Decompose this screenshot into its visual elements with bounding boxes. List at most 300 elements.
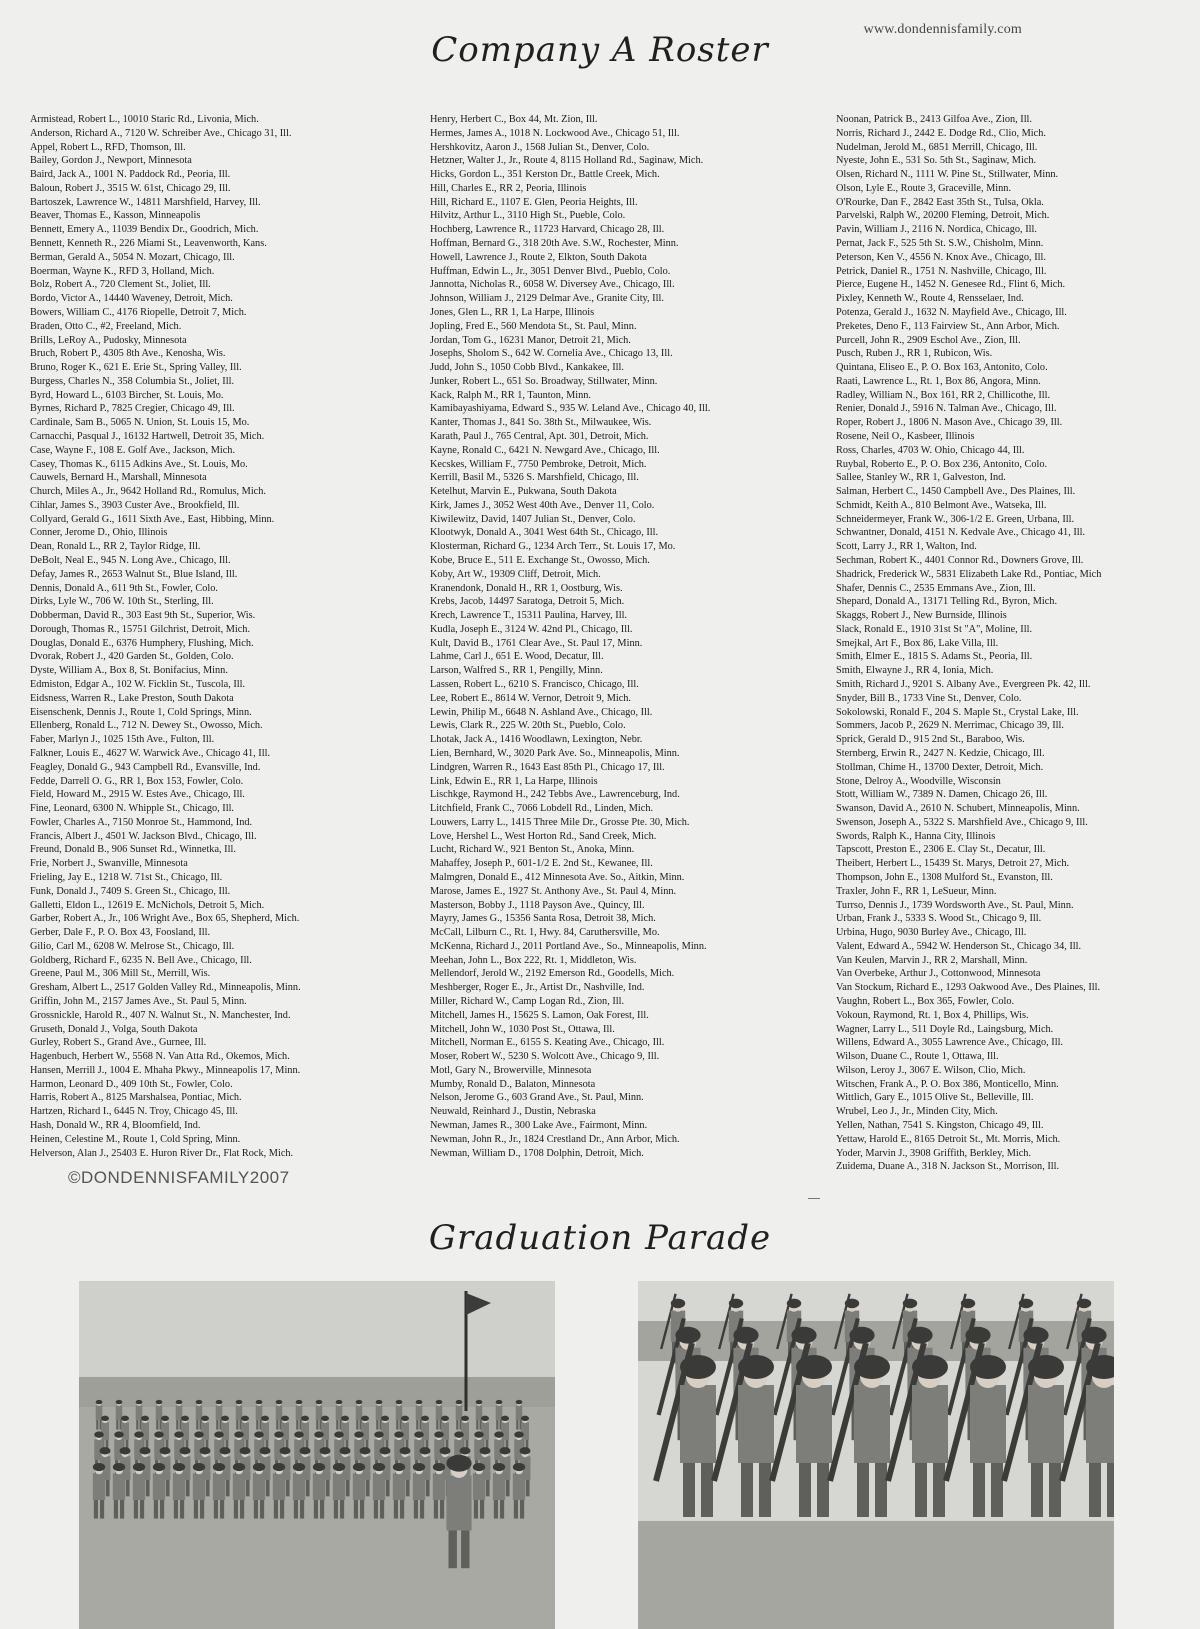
soldier-helmet	[300, 1447, 311, 1454]
soldier-helmet	[476, 1400, 483, 1404]
soldier-helmet	[481, 1416, 489, 1421]
soldier-leg	[116, 1420, 118, 1430]
roster-entry: Masterson, Bobby J., 1118 Payson Ave., Quincy, Ill.	[430, 899, 645, 911]
roster-entry: Dirks, Lyle W., 706 W. 10th St., Sterling, Ill.	[30, 596, 214, 608]
soldier-helmet	[353, 1463, 365, 1471]
soldier-helmet	[314, 1431, 323, 1437]
soldier-helmet	[256, 1400, 263, 1404]
roster-entry: Berman, Gerald A., 5054 N. Mozart, Chicago, Ill.	[30, 251, 235, 263]
soldier-helmet	[293, 1463, 305, 1471]
soldier-leg	[96, 1420, 98, 1430]
roster-entry: Peterson, Ken V., 4556 N. Knox Ave., Chicago, Ill.	[836, 251, 1046, 263]
soldier-helmet	[436, 1400, 443, 1404]
soldier-helmet	[296, 1400, 303, 1404]
roster-entry: Junker, Robert L., 651 So. Broadway, Stillwater, Minn.	[430, 375, 658, 387]
soldier-helmet	[161, 1416, 169, 1421]
roster-entry: Marose, James E., 1927 St. Anthony Ave., St. Paul 4, Minn.	[430, 885, 677, 897]
soldier-helmet	[181, 1416, 189, 1421]
soldier-helmet	[260, 1447, 271, 1454]
roster-title: Company A Roster	[431, 30, 769, 70]
soldier-helmet	[154, 1431, 163, 1437]
soldier-helmet	[116, 1400, 123, 1404]
soldier-leg	[114, 1500, 118, 1519]
roster-entry: Anderson, Richard A., 7120 W. Schreiber Ave., Chicago 31, Ill.	[30, 127, 292, 139]
roster-entry: Roper, Robert J., 1806 N. Mason Ave., Chicago 39, Ill.	[836, 417, 1063, 429]
soldier-body	[521, 1422, 529, 1439]
soldier-helmet	[280, 1447, 291, 1454]
roster-entry: Pusch, Ruben J., RR 1, Rubicon, Wis.	[836, 348, 993, 360]
soldier-helmet	[96, 1400, 103, 1404]
roster-entry: Falkner, Louis E., 4627 W. Warwick Ave., Chicago 41, Ill.	[30, 747, 271, 759]
roster-entry: Boerman, Wayne K., RFD 3, Holland, Mich.	[30, 265, 215, 277]
soldier-leg	[146, 1480, 150, 1496]
soldier-helmet	[373, 1463, 385, 1471]
soldier-body	[161, 1422, 169, 1439]
roster-entry: Valent, Edward A., 5942 W. Henderson St., Chicago 34, Ill.	[836, 940, 1082, 952]
soldier-leg	[334, 1500, 338, 1519]
roster-entry: Larson, Walfred S., RR 1, Pengilly, Minn.	[430, 665, 603, 677]
roster-entry: Traxler, John F., RR 1, LeSueur, Minn.	[836, 885, 997, 897]
roster-entry: Swanson, David A., 2610 N. Schubert, Minneapolis, Minn.	[836, 803, 1080, 815]
soldier-helmet	[276, 1400, 283, 1404]
roster-entry: Helverson, Alan J., 25403 E. Huron River Dr., Flat Rock, Mich.	[30, 1147, 294, 1159]
roster-entry: Ketelhut, Marvin E., Pukwana, South Dakota	[430, 486, 617, 498]
parade-photo-right-image	[638, 1281, 1114, 1629]
soldier-helmet	[401, 1416, 409, 1421]
roster-entry: Carnacchi, Pasqual J., 16132 Hartwell, Detroit 35, Mich.	[30, 430, 265, 442]
roster-entry: Lewin, Philip M., 6648 N. Ashland Ave., Chicago, Ill.	[430, 706, 653, 718]
soldier-leg	[166, 1480, 170, 1496]
roster-entry: Wilson, Duane C., Route 1, Ottawa, Ill.	[836, 1051, 999, 1063]
soldier-leg	[160, 1500, 164, 1519]
soldier-leg	[320, 1500, 324, 1519]
roster-entry: Dennis, Donald A., 611 9th St., Fowler, Colo.	[30, 582, 218, 594]
roster-entry: Lahme, Carl J., 651 E. Wood, Decatur, Ill.	[430, 651, 604, 663]
roster-entry: Baloun, Robert J., 3515 W. 61st, Chicago 29, Ill.	[30, 182, 231, 194]
soldier-leg	[386, 1480, 390, 1496]
soldier-body	[421, 1422, 429, 1439]
soldier-helmet	[854, 1355, 890, 1379]
roster-entry: Gresham, Albert L., 2517 Golden Valley Rd., Minneapolis, Minn.	[30, 982, 301, 994]
soldier-helmet	[434, 1431, 443, 1437]
soldier-body	[970, 1385, 1006, 1463]
soldier-body	[1086, 1385, 1114, 1463]
roster-entry: Smejkal, Art F., Box 86, Lake Villa, Ill.	[836, 637, 999, 649]
roster-entry: Raati, Lawrence L., Rt. 1, Box 86, Angora, Minn.	[836, 375, 1041, 387]
soldier-helmet	[334, 1431, 343, 1437]
soldier-helmet	[1019, 1299, 1033, 1309]
roster-entry: Mahaffey, Joseph P., 601-1/2 E. 2nd St., Kewanee, Ill.	[430, 858, 653, 870]
roster-entry: Dvorak, Robert J., 420 Garden St., Golden, Colo.	[30, 651, 234, 663]
roster-entry: Kirk, James J., 3052 West 40th Ave., Denver 11, Colo.	[430, 499, 655, 511]
soldier-leg	[380, 1500, 384, 1519]
soldier-leg	[254, 1500, 258, 1519]
roster-entry: Cauwels, Bernard H., Marshall, Minnesota	[30, 472, 207, 484]
soldier-helmet	[234, 1431, 243, 1437]
roster-entry: Howell, Lawrence J., Route 2, Elkton, South Dakota	[430, 251, 647, 263]
soldier-helmet	[845, 1299, 859, 1309]
roster-entry: Norris, Richard J., 2442 E. Dodge Rd., Clio, Mich.	[836, 127, 1046, 139]
soldier-body	[173, 1473, 185, 1500]
soldier-leg	[174, 1500, 178, 1519]
roster-entry: Hoffman, Bernard G., 318 20th Ave. S.W., Rochester, Minn.	[430, 238, 679, 250]
soldier-helmet	[160, 1447, 171, 1454]
soldier-body	[796, 1385, 832, 1463]
soldier-leg	[276, 1420, 278, 1430]
roster-entry: Appel, Robert L., RFD, Thomson, Ill.	[30, 141, 186, 153]
soldier-helmet	[236, 1400, 243, 1404]
soldier-leg	[354, 1500, 358, 1519]
roster-entry: Lindgren, Warren R., 1643 East 85th Pl., Chicago 17, Ill.	[430, 761, 665, 773]
soldier-helmet	[360, 1447, 371, 1454]
roster-entry: Mitchell, James H., 15625 S. Lamon, Oak Forest, Ill.	[430, 1009, 649, 1021]
soldier-leg	[340, 1500, 344, 1519]
roster-entry: Grossnickle, Harold R., 407 N. Walnut St., N. Manchester, Ind.	[30, 1009, 291, 1021]
roster-entry: Bennett, Emery A., 11039 Bendix Dr., Goodrich, Mich.	[30, 224, 259, 236]
soldier-body	[854, 1385, 890, 1463]
soldier-leg	[915, 1463, 927, 1517]
soldier-helmet	[380, 1447, 391, 1454]
roster-entry: Douglas, Donald E., 6376 Humphery, Flushing, Mich.	[30, 637, 254, 649]
soldier-leg	[701, 1463, 713, 1517]
soldier-helmet	[341, 1416, 349, 1421]
soldier-leg	[206, 1480, 210, 1496]
soldier-leg	[520, 1500, 524, 1519]
soldier-helmet	[493, 1463, 505, 1471]
soldier-leg	[366, 1480, 370, 1496]
roster-entry: Schwantner, Donald, 4151 N. Kedvale Ave., Chicago 41, Ill.	[836, 527, 1086, 539]
soldier-body	[341, 1422, 349, 1439]
roster-entry: Bartoszek, Lawrence W., 14811 Marshfield, Harvey, Ill.	[30, 196, 261, 208]
soldier-leg	[434, 1500, 438, 1519]
roster-entry: Sokolowski, Ronald F., 204 S. Maple St., Crystal Lake, Ill.	[836, 706, 1079, 718]
roster-entry: Johnson, William J., 2129 Delmar Ave., Granite City, Ill.	[430, 293, 664, 305]
soldier-leg	[260, 1500, 264, 1519]
roster-column-3	[836, 113, 1198, 1174]
soldier-leg	[1031, 1463, 1043, 1517]
soldier-body	[481, 1422, 489, 1439]
roster-entry: O'Rourke, Dan F., 2842 East 35th St., Tulsa, Okla.	[836, 196, 1044, 208]
soldier-helmet	[200, 1447, 211, 1454]
soldier-helmet	[965, 1327, 990, 1344]
roster-entry: Turrso, Dennis J., 1739 Wordsworth Ave., St. Paul, Minn.	[836, 899, 1074, 911]
roster-entry: Lien, Bernhard, W., 3020 Park Ave. So., Minneapolis, Minn.	[430, 747, 680, 759]
roster-entry: Sallee, Stanley W., RR 1, Galveston, Ind.	[836, 472, 1006, 484]
soldier-helmet	[233, 1463, 245, 1471]
roster-entry: Conner, Jerome D., Ohio, Illinois	[30, 527, 168, 539]
soldier-leg	[991, 1463, 1003, 1517]
soldier-body	[381, 1422, 389, 1439]
soldier-helmet	[136, 1400, 143, 1404]
roster-entry: Casey, Thomas K., 6115 Adkins Ave., St. Louis, Mo.	[30, 458, 248, 470]
soldier-helmet	[173, 1463, 185, 1471]
soldier-body	[461, 1422, 469, 1439]
roster-entry: Brills, LeRoy A., Pudosky, Minnesota	[30, 334, 187, 346]
roster-entry: Collyard, Gerald G., 1611 Sixth Ave., East, Hibbing, Minn.	[30, 513, 275, 525]
roster-entry: DeBolt, Neal E., 945 N. Long Ave., Chicago, Ill.	[30, 555, 231, 566]
soldier-leg	[400, 1500, 404, 1519]
soldier-leg	[516, 1420, 518, 1430]
soldier-helmet	[521, 1416, 529, 1421]
roster-entry: Sommers, Jacob P., 2629 N. Merrimac, Chicago 39, Ill.	[836, 720, 1064, 732]
soldier-leg	[126, 1480, 130, 1496]
soldier-body	[221, 1422, 229, 1439]
roster-entry: Church, Miles A., Jr., 9642 Holland Rd., Romulus, Mich.	[30, 486, 266, 498]
roster-entry: Snyder, Bill B., 1733 Vine St., Denver, Colo.	[836, 692, 1022, 704]
soldier-leg	[246, 1480, 250, 1496]
roster-entry: Greene, Paul M., 306 Mill St., Merrill, Wis.	[30, 968, 211, 980]
soldier-leg	[396, 1420, 398, 1430]
roster-entry: Case, Wayne F., 108 E. Golf Ave., Jackson, Mich.	[30, 444, 236, 456]
soldier-helmet	[141, 1416, 149, 1421]
soldier-body	[113, 1473, 125, 1500]
soldier-helmet	[376, 1400, 383, 1404]
soldier-helmet	[414, 1431, 423, 1437]
roster-entry: Parvelski, Ralph W., 20200 Fleming, Detroit, Mich.	[836, 210, 1050, 222]
soldier-helmet	[216, 1400, 223, 1404]
roster-entry: Kayne, Ronald C., 6421 N. Newgard Ave., Chicago, Ill.	[430, 444, 660, 456]
soldier-helmet	[514, 1431, 523, 1437]
soldier-helmet	[520, 1447, 531, 1454]
soldier-leg	[326, 1480, 330, 1496]
soldier-leg	[106, 1480, 110, 1496]
soldier-helmet	[396, 1400, 403, 1404]
soldier-leg	[296, 1420, 298, 1430]
roster-entry: Harris, Robert A., 8125 Marshalsea, Pontiac, Mich.	[30, 1092, 242, 1104]
soldier-body	[193, 1473, 205, 1500]
roster-entry: Theibert, Herbert L., 15439 St. Marys, Detroit 27, Mich.	[836, 858, 1070, 870]
soldier-body	[301, 1422, 309, 1439]
soldier-leg	[314, 1500, 318, 1519]
soldier-helmet	[454, 1431, 463, 1437]
soldier-body	[133, 1473, 145, 1500]
roster-entry: Ellenberg, Ronald L., 712 N. Dewey St., Owosso, Mich.	[30, 720, 263, 732]
roster-entry: Sprick, Gerald D., 915 2nd St., Baraboo, Wis.	[836, 734, 1025, 746]
soldier-leg	[416, 1420, 418, 1430]
roster-entry: Nudelman, Jerold M., 6851 Merrill, Chicago, Ill.	[836, 141, 1038, 153]
soldier-helmet	[174, 1431, 183, 1437]
roster-entry: Garber, Robert A., Jr., 106 Wright Ave., Box 65, Shepherd, Mich.	[30, 913, 300, 925]
soldier-helmet	[333, 1463, 345, 1471]
soldier-leg	[256, 1420, 258, 1430]
roster-entry: Miller, Richard W., Camp Logan Rd., Zion, Ill.	[430, 996, 625, 1007]
roster-entry: Fine, Leonard, 6300 N. Whipple St., Chicago, Ill.	[30, 803, 235, 815]
roster-entry: Dorough, Thomas R., 15751 Gilchrist, Detroit, Mich.	[30, 623, 251, 635]
soldier-body	[313, 1473, 325, 1500]
roster-entry: Kranendonk, Donald H., RR 1, Oostburg, Wis.	[430, 582, 623, 594]
soldier-helmet	[101, 1416, 109, 1421]
roster-entry: Hermes, James A., 1018 N. Lockwood Ave., Chicago 51, Ill.	[430, 127, 680, 139]
soldier-helmet	[294, 1431, 303, 1437]
roster-entry: Harmon, Leonard D., 409 10th St., Fowler, Colo.	[30, 1078, 233, 1090]
roster-entry: Hill, Charles E., RR 2, Peoria, Illinois	[430, 182, 587, 194]
soldier-helmet	[120, 1447, 131, 1454]
soldier-leg	[494, 1500, 498, 1519]
roster-entry: Dyste, William A., Box 8, St. Bonifacius, Minn.	[30, 665, 228, 677]
soldier-body	[1028, 1385, 1064, 1463]
roster-entry: Newman, John R., Jr., 1824 Crestland Dr., Ann Arbor, Mich.	[430, 1133, 680, 1145]
roster-entry: Yoder, Marvin J., 3908 Griffith, Berkley, Mich.	[836, 1147, 1032, 1159]
roster-entry: Krebs, Jacob, 14497 Saratoga, Detroit 5, Mich.	[430, 596, 625, 608]
soldier-leg	[306, 1480, 310, 1496]
soldier-body	[93, 1473, 105, 1500]
soldier-helmet	[354, 1431, 363, 1437]
soldier-leg	[683, 1463, 695, 1517]
roster-entry: Newman, James R., 300 Lake Ave., Fairmont, Minn.	[430, 1120, 648, 1132]
soldier-helmet	[680, 1355, 716, 1379]
soldier-body	[101, 1422, 109, 1439]
soldier-body	[121, 1422, 129, 1439]
soldier-body	[441, 1422, 449, 1439]
soldier-helmet	[456, 1400, 463, 1404]
soldier-helmet	[729, 1299, 743, 1309]
roster-entry: Lischkge, Raymond H., 242 Tebbs Ave., Lawrenceburg, Ind.	[430, 789, 680, 801]
soldier-leg	[875, 1463, 887, 1517]
roster-column-2	[430, 113, 818, 1160]
roster-entry: Karath, Paul J., 765 Central, Apt. 301, Detroit, Mich.	[430, 430, 649, 442]
roster-entry: Witschen, Frank A., P. O. Box 386, Monticello, Minn.	[836, 1078, 1059, 1090]
roster-entry: Wilson, Leroy J., 3067 E. Wilson, Clio, Mich.	[836, 1064, 1026, 1076]
soldier-helmet	[301, 1416, 309, 1421]
roster-entry: Mitchell, Norman E., 6155 S. Keating Ave., Chicago, Ill.	[430, 1037, 665, 1049]
roster-entry: Freund, Donald B., 906 Sunset Rd., Winnetka, Ill.	[30, 844, 236, 856]
roster-entry: Feagley, Donald G., 943 Campbell Rd., Evansville, Ind.	[30, 761, 261, 773]
soldier-leg	[526, 1480, 530, 1496]
soldier-body	[293, 1473, 305, 1500]
roster-columns	[30, 113, 1198, 1183]
roster-entry: Wagner, Larry L., 511 Doyle Rd., Laingsburg, Mich.	[836, 1023, 1054, 1035]
soldier-helmet	[441, 1416, 449, 1421]
soldier-body	[433, 1473, 445, 1500]
soldier-leg	[134, 1500, 138, 1519]
soldier-helmet	[473, 1463, 485, 1471]
soldier-leg	[857, 1463, 869, 1517]
soldier-helmet	[213, 1463, 225, 1471]
roster-entry: Urbina, Hugo, 9030 Burley Ave., Chicago, Ill.	[836, 927, 1027, 939]
soldier-leg	[480, 1500, 484, 1519]
roster-entry: Vaughn, Robert L., Box 365, Fowler, Colo.	[836, 996, 1015, 1007]
roster-entry: Bordo, Victor A., 14440 Waveney, Detroit, Mich.	[30, 293, 233, 305]
roster-entry: Frie, Norbert J., Swanville, Minnesota	[30, 858, 188, 870]
soldier-helmet	[201, 1416, 209, 1421]
roster-entry: Tapscott, Preston E., 2306 E. Clay St., Decatur, Ill.	[836, 844, 1046, 856]
roster-entry: Hetzner, Walter J., Jr., Route 4, 8115 Holland Rd., Saginaw, Mich.	[430, 155, 704, 167]
roster-entry: Gilio, Carl M., 6208 W. Melrose St., Chicago, Ill.	[30, 940, 235, 952]
soldier-helmet	[121, 1416, 129, 1421]
roster-entry: Urban, Frank J., 5333 S. Wood St., Chicago 9, Ill.	[836, 913, 1042, 925]
soldier-helmet	[140, 1447, 151, 1454]
soldier-leg	[436, 1420, 438, 1430]
soldier-helmet	[134, 1431, 143, 1437]
soldier-leg	[120, 1500, 124, 1519]
soldier-leg	[486, 1480, 490, 1496]
website-url: www.dondennisfamily.com	[863, 22, 1022, 37]
parade-photo-left	[79, 1281, 555, 1629]
soldier-leg	[376, 1420, 378, 1430]
roster-entry: Kanter, Thomas J., 841 So. 38th St., Milwaukee, Wis.	[430, 417, 652, 429]
soldier-helmet	[970, 1355, 1006, 1379]
roster-entry: Mumby, Ronald D., Balaton, Minnesota	[430, 1078, 596, 1090]
roster-entry: Meshberger, Roger E., Jr., Artist Dr., Nashville, Ind.	[430, 982, 645, 994]
roster-entry: Hilvitz, Arthur L., 3110 High St., Pueble, Colo.	[430, 210, 626, 222]
roster-entry: McKenna, Richard J., 2011 Portland Ave., So., Minneapolis, Minn.	[430, 940, 707, 952]
roster-entry: Nelson, Jerome G., 603 Grand Ave., St. Paul, Minn.	[430, 1092, 644, 1104]
roster-entry: Wrubel, Leo J., Jr., Minden City, Mich.	[836, 1106, 998, 1118]
soldier-body	[253, 1473, 265, 1500]
soldier-helmet	[240, 1447, 251, 1454]
roster-entry: Kerrill, Basil M., 5326 S. Marshfield, Chicago, Ill.	[430, 472, 639, 484]
roster-entry: Willens, Edward A., 3055 Lawrence Ave., Chicago, Ill.	[836, 1037, 1064, 1049]
soldier-helmet	[501, 1416, 509, 1421]
soldier-helmet	[796, 1355, 832, 1379]
roster-entry: Gerber, Dale F., P. O. Box 43, Foosland, Ill.	[30, 927, 211, 939]
roster-entry: Link, Edwin E., RR 1, La Harpe, Illinois	[430, 775, 598, 787]
soldier-leg	[440, 1500, 444, 1519]
roster-entry: Slack, Ronald E., 1910 31st St "A", Moline, Ill.	[836, 623, 1033, 635]
parade-title: Graduation Parade	[428, 1218, 772, 1258]
roster-entry: Klootwyk, Donald A., 3041 West 64th St., Chicago, Ill.	[430, 527, 659, 539]
roster-entry: Van Keulen, Marvin J., RR 2, Marshall, Minn.	[836, 954, 1028, 966]
roster-entry: Kack, Ralph M., RR 1, Taunton, Minn.	[430, 389, 591, 401]
soldier-helmet	[113, 1463, 125, 1471]
roster-entry: Hagenbuch, Herbert W., 5568 N. Van Atta Rd., Okemos, Mich.	[30, 1051, 290, 1063]
roster-entry: Louwers, Larry L., 1415 Three Mile Dr., Grosse Pte. 30, Mich.	[430, 816, 690, 828]
soldier-leg	[420, 1500, 424, 1519]
roster-entry: Armistead, Robert L., 10010 Staric Rd., Livonia, Mich.	[30, 114, 259, 125]
roster-entry: Mayry, James G., 15356 Santa Rosa, Detroit 38, Mich.	[430, 913, 656, 925]
soldier-leg	[294, 1500, 298, 1519]
soldier-leg	[394, 1500, 398, 1519]
roster-entry: Radley, William N., Box 161, RR 2, Chillicothe, Ill.	[836, 389, 1051, 401]
soldier-leg	[286, 1480, 290, 1496]
soldier-helmet	[336, 1400, 343, 1404]
roster-entry: Galletti, Eldon L., 12619 E. McNichols, Detroit 5, Mich.	[30, 899, 265, 911]
soldier-helmet	[1081, 1327, 1106, 1344]
soldier-leg	[300, 1500, 304, 1519]
soldier-body	[261, 1422, 269, 1439]
soldier-helmet	[394, 1431, 403, 1437]
roster-entry: Preketes, Deno F., 113 Fairview St., Ann Arbor, Mich.	[836, 320, 1060, 332]
soldier-helmet	[153, 1463, 165, 1471]
roster-entry: Gruseth, Donald J., Volga, South Dakota	[30, 1023, 198, 1035]
roster-entry: Olsen, Richard N., 1111 W. Pine St., Stillwater, Minn.	[836, 169, 1059, 181]
roster-entry: Scott, Larry J., RR 1, Walton, Ind.	[836, 541, 977, 553]
soldier-helmet	[221, 1416, 229, 1421]
soldier-leg	[506, 1480, 510, 1496]
roster-entry: Kobe, Bruce E., 511 E. Exchange St., Owosso, Mich.	[430, 555, 650, 566]
soldier-helmet	[1028, 1355, 1064, 1379]
soldier-helmet	[356, 1400, 363, 1404]
roster-entry: Henry, Herbert C., Box 44, Mt. Zion, Ill.	[430, 114, 598, 125]
soldier-leg	[140, 1500, 144, 1519]
soldier-body	[233, 1473, 245, 1500]
parade-ground	[638, 1521, 1114, 1629]
roster-entry: Jones, Glen L., RR 1, La Harpe, Illinois	[430, 306, 595, 318]
roster-column-1	[30, 113, 402, 1160]
roster-entry: Nyeste, John E., 531 So. 5th St., Saginaw, Mich.	[836, 155, 1037, 167]
roster-entry: Hochberg, Lawrence R., 11723 Harvard, Chicago 28, Ill.	[430, 224, 665, 236]
soldier-helmet	[180, 1447, 191, 1454]
soldier-helmet	[1077, 1299, 1091, 1309]
roster-entry: Klosterman, Richard G., 1234 Arch Terr., St. Louis 17, Mo.	[430, 541, 676, 553]
soldier-leg	[496, 1420, 498, 1430]
roster-entry: Josephs, Sholom S., 642 W. Cornelia Ave., Chicago 13, Ill.	[430, 348, 673, 360]
roster-entry: Motl, Gary N., Browerville, Minnesota	[430, 1064, 592, 1076]
roster-entry: Meehan, John L., Box 222, Rt. 1, Middleton, Wis.	[430, 954, 637, 966]
soldier-helmet	[907, 1327, 932, 1344]
soldier-leg	[274, 1500, 278, 1519]
soldier-helmet	[94, 1431, 103, 1437]
